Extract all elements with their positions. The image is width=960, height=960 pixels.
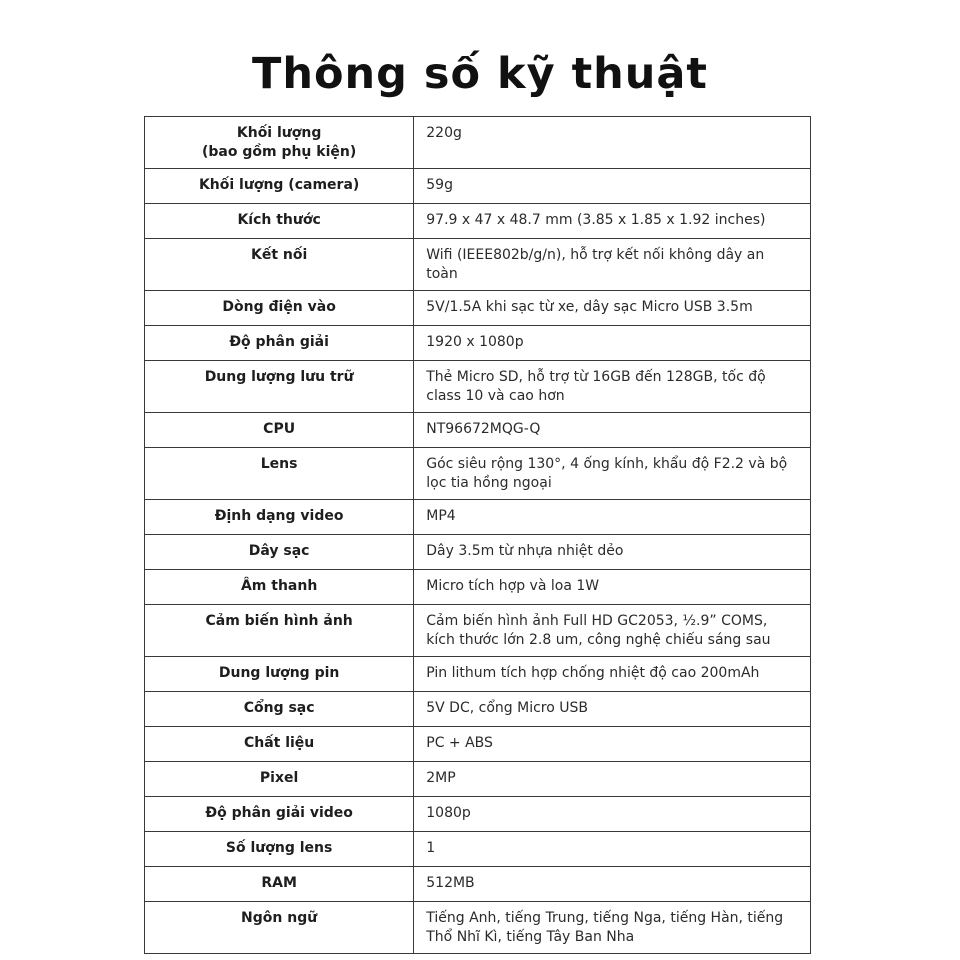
spec-label: Dung lượng pin: [145, 657, 414, 692]
spec-label: Dòng điện vào: [145, 291, 414, 326]
spec-value: Micro tích hợp và loa 1W: [414, 570, 811, 605]
table-row: [145, 413, 811, 448]
table-row: [145, 239, 811, 291]
table-row: [145, 727, 811, 762]
spec-label: Chất liệu: [145, 727, 414, 762]
spec-label: Dây sạc: [145, 535, 414, 570]
spec-value: Tiếng Anh, tiếng Trung, tiếng Nga, tiếng Hàn, tiếng Thổ Nhĩ Kì, tiếng Tây Ban Nha: [414, 902, 811, 954]
spec-label-sub: (bao gồm phụ kiện): [201, 144, 357, 160]
spec-table: [144, 116, 811, 954]
spec-label-main: Khối lượng: [236, 125, 322, 141]
spec-value: Pin lithum tích hợp chống nhiệt độ cao 200mAh: [414, 657, 811, 692]
spec-label: RAM: [145, 867, 414, 902]
spec-label: Kết nối: [145, 239, 414, 291]
spec-label: Cảm biến hình ảnh: [145, 605, 414, 657]
table-row: [145, 535, 811, 570]
spec-value: NT96672MQG-Q: [414, 413, 811, 448]
spec-value: 220g: [414, 117, 811, 169]
spec-value: 2MP: [414, 762, 811, 797]
spec-label: Kích thước: [145, 204, 414, 239]
table-row: [145, 832, 811, 867]
spec-value: 512MB: [414, 867, 811, 902]
spec-value: 1080p: [414, 797, 811, 832]
spec-value: Cảm biến hình ảnh Full HD GC2053, ½.9” COMS, kích thước lớn 2.8 um, công nghệ chiếu sáng sau: [414, 605, 811, 657]
table-row: [145, 797, 811, 832]
table-row: [145, 169, 811, 204]
spec-label: Khối lượng (camera): [145, 169, 414, 204]
table-row: [145, 867, 811, 902]
spec-label: Ngôn ngữ: [145, 902, 414, 954]
spec-label: Dung lượng lưu trữ: [145, 361, 414, 413]
spec-value: Thẻ Micro SD, hỗ trợ từ 16GB đến 128GB, tốc độ class 10 và cao hơn: [414, 361, 811, 413]
table-row: [145, 605, 811, 657]
spec-value: 59g: [414, 169, 811, 204]
table-row: [145, 326, 811, 361]
spec-value: Góc siêu rộng 130°, 4 ống kính, khẩu độ F2.2 và bộ lọc tia hồng ngoại: [414, 448, 811, 500]
table-row: [145, 657, 811, 692]
spec-label: Số lượng lens: [145, 832, 414, 867]
table-row: [145, 204, 811, 239]
spec-value: 97.9 x 47 x 48.7 mm (3.85 x 1.85 x 1.92 inches): [414, 204, 811, 239]
spec-label: [145, 117, 414, 169]
spec-label: Lens: [145, 448, 414, 500]
spec-label: CPU: [145, 413, 414, 448]
table-row: [145, 291, 811, 326]
spec-value: Dây 3.5m từ nhựa nhiệt dẻo: [414, 535, 811, 570]
spec-value: 5V DC, cổng Micro USB: [414, 692, 811, 727]
table-row: [145, 117, 811, 169]
table-row: [145, 762, 811, 797]
spec-value: MP4: [414, 500, 811, 535]
spec-table-body: [145, 117, 811, 954]
spec-label: Độ phân giải video: [145, 797, 414, 832]
table-row: [145, 448, 811, 500]
spec-label: Cổng sạc: [145, 692, 414, 727]
spec-value: PC + ABS: [414, 727, 811, 762]
table-row: [145, 500, 811, 535]
table-row: [145, 361, 811, 413]
spec-label: Độ phân giải: [145, 326, 414, 361]
table-row: [145, 570, 811, 605]
spec-value: 1: [414, 832, 811, 867]
table-row: [145, 902, 811, 954]
spec-label: Định dạng video: [145, 500, 414, 535]
spec-value: 5V/1.5A khi sạc từ xe, dây sạc Micro USB 3.5m: [414, 291, 811, 326]
spec-label: Âm thanh: [145, 570, 414, 605]
table-row: [145, 692, 811, 727]
page-title: Thông số kỹ thuật: [252, 49, 708, 99]
spec-label: Pixel: [145, 762, 414, 797]
spec-value: Wifi (IEEE802b/g/n), hỗ trợ kết nối không dây an toàn: [414, 239, 811, 291]
spec-value: 1920 x 1080p: [414, 326, 811, 361]
